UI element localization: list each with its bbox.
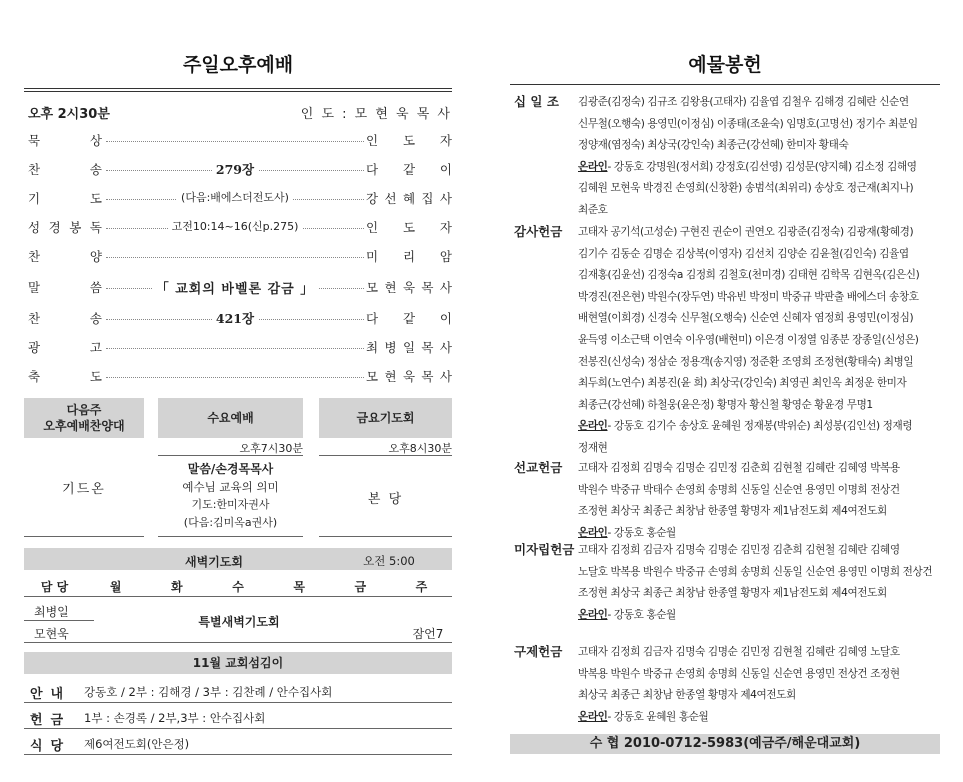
order-item-person-char: 이 <box>439 162 452 177</box>
leader-dots <box>106 348 364 349</box>
offering-line: 윤득영 이소근택 이연숙 이우영(배현미) 이은경 이정열 임종분 장종일(신성은) <box>578 333 919 346</box>
divider <box>24 642 452 643</box>
friday-header: 금요기도회 <box>319 398 452 438</box>
leader-dots <box>106 377 364 378</box>
offering-line: 김재홍(김윤선) 김정숙a 김정희 김철호(천미경) 김태현 김학목 김현옥(김은신) <box>578 269 920 282</box>
server-names: 강동호 / 2부 : 김해경 / 3부 : 김찬례 / 안수집사회 <box>84 685 333 699</box>
order-item-person-char: 인 <box>366 220 379 235</box>
online-names: - 강동호 홍순월 <box>607 526 676 539</box>
offering-line: 정양재(염정숙) 최상국(강인숙) 최종근(강선혜) 한미자 황태숙 <box>578 139 849 152</box>
order-item-person-char: 선 <box>384 191 397 206</box>
offering-line: 고태자 김정희 김명숙 김명순 김민정 김춘희 김현철 김혜란 김혜영 박복용 <box>578 462 900 474</box>
order-item-person-char: 혜 <box>402 191 416 206</box>
order-item-detail-text: (다음:배에스더전도사) <box>177 191 293 204</box>
order-item-label-char: 양 <box>89 249 102 264</box>
order-item-person-char: 다 <box>366 311 379 326</box>
offering-line: 조정현 최상국 최종근 최창남 한종열 황명자 제1남전도회 제4여전도회 <box>578 505 887 518</box>
order-item <box>28 309 452 329</box>
offering-line: 박경진(전은현) 박원수(장두연) 박유빈 박정미 박중규 박판출 배에스더 송창호 <box>578 290 919 303</box>
divider <box>510 84 940 85</box>
online-label: 온라인 <box>578 160 608 173</box>
server-role: 식당 <box>30 739 72 754</box>
offering-line <box>578 416 940 438</box>
order-item-person-char: 미 <box>366 249 379 264</box>
service-time: 오후 2시30분 <box>28 107 110 122</box>
dawn-prayer-time: 오전 5:00 <box>363 554 415 568</box>
offering-line: 고태자 김정희 김금자 김명숙 김명순 김민정 김현철 김혜란 김혜영 노달호 <box>578 646 900 658</box>
order-item <box>28 278 452 298</box>
order-item-label-char: 고 <box>89 340 102 355</box>
offering-line: 배현열(이희경) 신경숙 신무철(오행숙) 신순연 신혜자 염정희 용영민(이정심) <box>578 312 914 325</box>
order-item-person-char: 사 <box>439 369 452 384</box>
order-item-label-char: 묵 <box>28 133 41 148</box>
order-item-label-char: 봉 <box>69 220 82 235</box>
order-item-person-char: 인 <box>366 133 379 148</box>
dawn-day: 금 <box>354 580 367 594</box>
order-item-person <box>366 218 452 236</box>
wednesday-line: 예수님 교육의 의미 <box>182 480 279 494</box>
order-item-label <box>28 278 102 296</box>
wednesday-line: 기도:한미자권사 <box>191 498 270 511</box>
offering-category-name: 구제헌금 <box>514 644 563 659</box>
order-item-detail <box>106 160 364 178</box>
offering-line: 최종근(강선혜) 하철웅(윤은정) 황명자 황신철 황영순 황윤경 무명1 <box>578 398 873 411</box>
order-item-detail-text: 「 교회의 바벨론 감금 」 <box>152 282 319 297</box>
order-item-label <box>28 189 102 207</box>
offering-names <box>578 458 940 544</box>
offering-names <box>578 540 940 626</box>
friday-time: 오후8시30분 <box>388 442 452 455</box>
order-item-person-char: 강 <box>366 191 379 206</box>
order-item-detail-text: 279장 <box>212 162 258 177</box>
order-item-person-char: 목 <box>421 340 434 355</box>
order-item-person-char: 같 <box>402 311 416 326</box>
offering-line: 박원수 박중규 박태수 손영희 송명희 신동일 신순연 용영민 이명희 전상건 <box>578 483 900 496</box>
online-label: 온라인 <box>578 608 608 621</box>
order-item-label <box>28 247 102 265</box>
offering-names <box>578 92 940 222</box>
order-item-person-char: 목 <box>421 280 434 295</box>
order-item-detail <box>106 309 364 327</box>
server-row <box>24 706 452 728</box>
server-names: 제6여전도회(안은정) <box>84 737 190 751</box>
offering-line: 고태자 김정희 김금자 김명숙 김명순 김민정 김춘희 김현철 김혜란 김혜영 <box>578 544 900 556</box>
offering-category-name: 미자립헌금 <box>514 542 575 557</box>
wednesday-line: 말씀/손경목목사 <box>187 462 274 476</box>
order-item-person-char: 일 <box>402 340 416 355</box>
bank-account: 수 협 2010-0712-5983(예금주/해운대교회) <box>510 734 940 754</box>
offering-line <box>578 707 940 729</box>
divider <box>24 536 144 537</box>
order-item-person <box>366 309 452 327</box>
offering-line: 박복용 박원수 박중규 손영희 송명희 신동일 신순연 용영민 전상건 조정현 <box>578 667 900 680</box>
order-item-person-char: 사 <box>439 191 452 206</box>
order-item-person <box>366 189 452 207</box>
offering-line: 김혜원 모현욱 박경진 손영희(신창환) 송범석(최위리) 송상호 정근재(최지나) <box>578 182 914 195</box>
offering-names <box>578 222 940 460</box>
divider <box>24 596 452 597</box>
order-item-person <box>366 160 452 178</box>
offering-line <box>578 605 940 627</box>
divider <box>24 754 452 755</box>
order-item-label-char: 송 <box>89 162 102 177</box>
order-item-label-char: 송 <box>89 311 102 326</box>
order-item-detail <box>106 218 364 234</box>
server-role: 헌금 <box>30 713 72 728</box>
dawn-passage: 잠언7 <box>412 627 444 641</box>
order-item <box>28 131 452 151</box>
order-item-person-char: 집 <box>421 191 434 206</box>
divider <box>24 620 94 621</box>
order-item-detail-text: 고전10:14~16(신p.275) <box>168 220 303 233</box>
order-item-label-char: 기 <box>28 191 41 206</box>
offering-line: 최준호 <box>578 203 608 216</box>
order-item-person-char: 병 <box>384 340 397 355</box>
order-item <box>28 367 452 387</box>
divider <box>158 455 303 456</box>
online-names: - 강동호 김기수 송상호 윤혜원 정재봉(박위순) 최성봉(김인선) 정재령 <box>607 420 913 433</box>
order-item-person-char: 사 <box>439 340 452 355</box>
dawn-day: 수 <box>232 580 244 594</box>
offering-category-name: 선교헌금 <box>514 460 563 475</box>
offering-line <box>578 157 940 179</box>
order-item-label-char: 씀 <box>89 280 102 295</box>
order-item-label-char: 경 <box>48 220 61 235</box>
wednesday-line: (다음:김미옥a권사) <box>183 516 278 529</box>
order-item-person <box>366 131 452 149</box>
server-names: 1부 : 손경록 / 2부,3부 : 안수집사회 <box>84 711 266 725</box>
offering-line: 김광준(김정숙) 김규조 김왕용(고태자) 김율엽 김철우 김해경 김혜란 신순연 <box>578 96 909 108</box>
order-item-label <box>28 338 102 356</box>
dawn-leader-1: 최병일 <box>34 605 69 619</box>
divider <box>24 91 452 92</box>
order-item-label-char: 말 <box>28 280 41 295</box>
order-item <box>28 247 452 267</box>
order-item-person <box>366 247 452 265</box>
leader-dots <box>106 141 364 142</box>
dawn-day: 화 <box>171 580 183 594</box>
offering-line: 김기수 김동순 김명순 김상복(이영자) 김선치 김양순 김윤철(김인숙) 김율엽 <box>578 247 909 260</box>
dawn-prayer-title: 새벽기도회 <box>185 555 243 569</box>
offering-line: 정재현 <box>578 441 608 454</box>
server-row <box>24 732 452 754</box>
service-leader: 인 도 : 모 현 욱 목 사 <box>300 107 452 122</box>
order-item-person <box>366 367 452 385</box>
order-item-label-char: 도 <box>89 191 102 206</box>
order-item-label-char: 상 <box>89 133 102 148</box>
order-item-person <box>366 278 452 296</box>
dawn-day: 주 <box>415 580 428 594</box>
service-title: 주일오후예배 <box>182 54 294 76</box>
order-item-person-char: 사 <box>439 280 452 295</box>
choir-name: 기드온 <box>62 482 106 497</box>
server-row <box>24 680 452 702</box>
order-item-person-char: 현 <box>384 280 397 295</box>
servers-header: 11월 교회섬김이 <box>24 652 452 674</box>
dawn-day: 월 <box>109 580 122 594</box>
order-item-label <box>28 367 102 385</box>
order-item-person <box>366 338 452 356</box>
order-item-label-char: 독 <box>89 220 102 235</box>
offering-line: 신무철(오행숙) 용영민(이정심) 이종태(조윤숙) 임명호(고명선) 정기수 최분임 <box>578 117 918 130</box>
order-item-person-char: 암 <box>439 249 452 264</box>
order-item-person-char: 자 <box>439 133 452 148</box>
order-item-person-char: 이 <box>439 311 452 326</box>
online-label: 온라인 <box>578 710 608 723</box>
offering-line: 최두희(노연수) 최봉진(윤 희) 최상국(강인숙) 최영권 최인옥 최정운 한미자 <box>578 377 907 390</box>
order-item-person-char: 도 <box>402 220 416 235</box>
divider <box>24 728 452 729</box>
order-item <box>28 189 452 209</box>
order-item-label-char: 광 <box>28 340 41 355</box>
divider <box>319 536 452 537</box>
online-label: 온라인 <box>578 526 608 539</box>
order-item-person-char: 다 <box>366 162 379 177</box>
offering-category-name: 십 일 조 <box>514 94 559 109</box>
offering-names <box>578 642 940 728</box>
choir-header: 다음주 오후예배찬양대 <box>24 398 144 438</box>
order-item-person-char: 자 <box>439 220 452 235</box>
online-names: - 강동호 강명원(정서희) 강정호(김선영) 김성문(양지혜) 김소정 김해영 <box>607 160 917 173</box>
order-item-person-char: 현 <box>384 369 397 384</box>
dawn-leader-2: 모현욱 <box>34 627 69 641</box>
leader-dots <box>106 257 364 258</box>
order-item <box>28 338 452 358</box>
order-item-label-char: 도 <box>89 369 102 384</box>
offering-category-name: 감사헌금 <box>514 224 563 239</box>
wednesday-header: 수요예배 <box>158 398 303 438</box>
offering-line: 전봉진(신성숙) 정삼순 정용객(송지영) 정준환 조영희 조정현(황태숙) 최병일 <box>578 355 914 368</box>
order-item-detail-text: 421장 <box>212 311 258 326</box>
order-item-person-char: 목 <box>421 369 434 384</box>
order-item-label-char: 찬 <box>28 162 41 177</box>
friday-location: 본 당 <box>367 492 404 507</box>
order-item-person-char: 최 <box>366 340 379 355</box>
wednesday-time: 오후7시30분 <box>239 442 303 455</box>
offering-line: 최상국 최종근 최창남 한종열 황명자 제4여전도회 <box>578 689 796 702</box>
order-item-label <box>28 218 102 236</box>
order-item-label-char: 축 <box>28 369 41 384</box>
dawn-days-row <box>24 578 452 595</box>
order-item-detail <box>106 278 364 297</box>
online-names: - 강동호 윤혜원 홍순월 <box>607 710 709 723</box>
offering-line: 조정현 최상국 최종근 최창남 한종열 황명자 제1남전도회 제4여전도회 <box>578 587 887 600</box>
wednesday-detail <box>158 460 303 532</box>
divider <box>158 536 303 537</box>
online-names: - 강동호 홍순월 <box>607 608 676 621</box>
divider <box>24 702 452 703</box>
offering-title: 예물봉헌 <box>688 54 762 76</box>
dawn-day: 담 당 <box>40 580 69 594</box>
divider <box>319 455 452 456</box>
order-item-person-char: 리 <box>402 249 416 264</box>
special-dawn-prayer: 특별새벽기도회 <box>198 615 280 629</box>
order-item <box>28 160 452 180</box>
order-item-person-char: 도 <box>402 133 416 148</box>
order-item-label-char: 성 <box>28 220 41 235</box>
dawn-day: 목 <box>293 580 305 594</box>
order-item-detail <box>106 189 364 205</box>
online-label: 온라인 <box>578 420 608 433</box>
order-item-person-char: 모 <box>366 369 379 384</box>
offering-line: 노달호 박복용 박원수 박중규 손영희 송명희 신동일 신순연 용영민 이명희 전상건 <box>578 565 933 578</box>
order-item-label <box>28 131 102 149</box>
offering-line: 고태자 공기석(고성순) 구현진 권순이 권연오 김광준(김정숙) 김광재(황혜경) <box>578 226 914 238</box>
order-item-person-char: 욱 <box>402 280 416 295</box>
order-item-person-char: 같 <box>402 162 416 177</box>
order-item-label-char: 찬 <box>28 311 41 326</box>
order-item-person-char: 욱 <box>402 369 416 384</box>
divider <box>24 88 452 89</box>
order-item-label <box>28 309 102 327</box>
order-item-label <box>28 160 102 178</box>
server-role: 안내 <box>30 687 72 702</box>
order-item <box>28 218 452 238</box>
order-item-label-char: 찬 <box>28 249 41 264</box>
order-item-person-char: 모 <box>366 280 379 295</box>
